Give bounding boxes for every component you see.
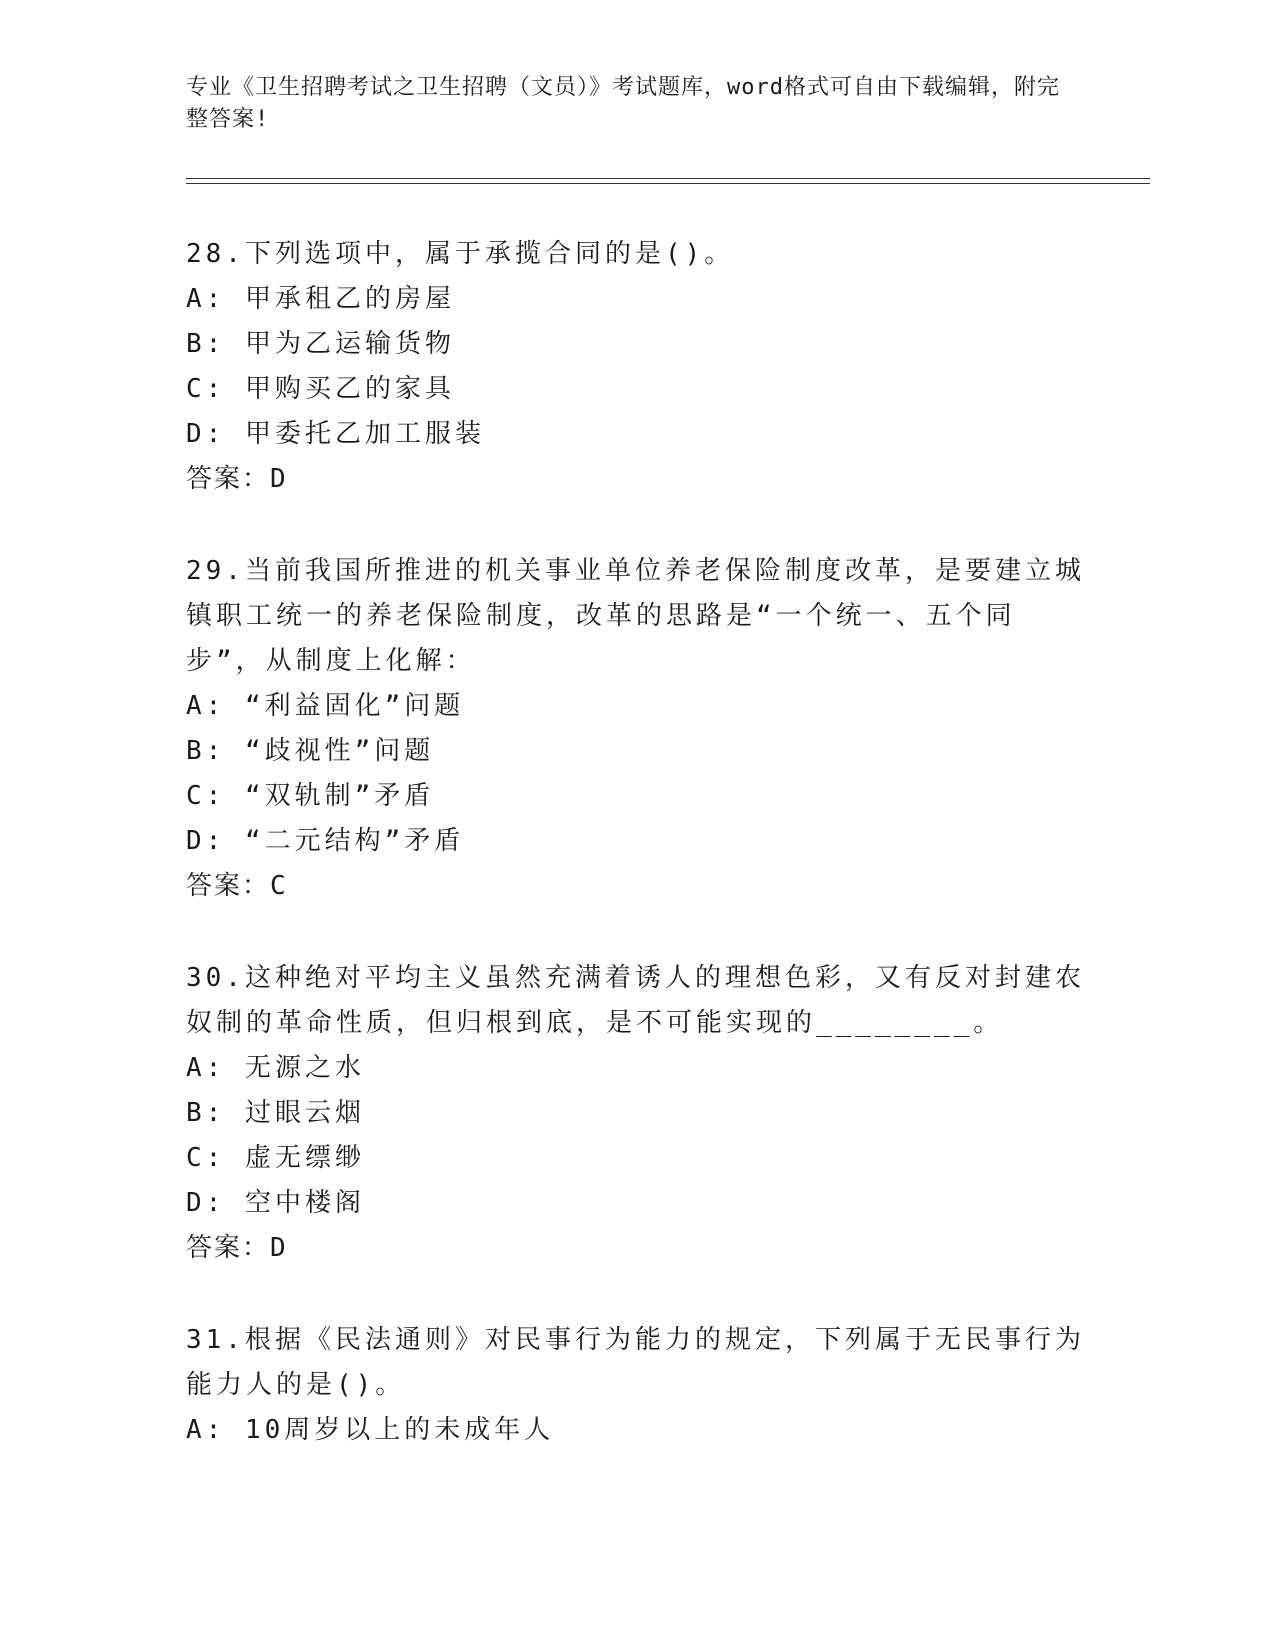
- answer-value: C: [270, 871, 288, 901]
- option-a: A: “利益固化”问题: [186, 691, 465, 721]
- question-31: [186, 1318, 1086, 1453]
- answer-value: D: [270, 1233, 288, 1263]
- question-stem: 31.根据《民法通则》对民事行为能力的规定，下列属于无民事行为能力人的是()。: [186, 1325, 1085, 1400]
- header-text: 专业《卫生招聘考试之卫生招聘（文员）》考试题库，word格式可自由下载编辑，附完整答案!: [186, 75, 1060, 132]
- option-b: B: “歧视性”问题: [186, 736, 435, 766]
- option-d: D: “二元结构”矛盾: [186, 826, 465, 856]
- answer-label: 答案：: [186, 1233, 271, 1263]
- answer-label: 答案：: [186, 464, 271, 494]
- option-d: D: 空中楼阁: [186, 1188, 365, 1218]
- document-header: [186, 72, 1066, 136]
- answer-line: [186, 457, 1086, 502]
- option-c: C: “双轨制”矛盾: [186, 781, 435, 811]
- question-30: [186, 956, 1086, 1271]
- option-a: A: 10周岁以上的未成年人: [186, 1415, 555, 1445]
- question-stem: 29.当前我国所推进的机关事业单位养老保险制度改革，是要建立城镇职工统一的养老保险制度，改革的思路是“一个统一、五个同步”，从制度上化解：: [186, 556, 1085, 676]
- option-a: A: 甲承租乙的房屋: [186, 284, 455, 314]
- option-b: B: 甲为乙运输货物: [186, 329, 455, 359]
- question-28: [186, 232, 1086, 502]
- option-d: D: 甲委托乙加工服装: [186, 419, 485, 449]
- option-b: B: 过眼云烟: [186, 1098, 365, 1128]
- option-c: C: 虚无缥缈: [186, 1143, 365, 1173]
- question-stem: 28.下列选项中，属于承揽合同的是()。: [186, 239, 735, 269]
- header-divider: [186, 178, 1150, 184]
- question-list: [186, 232, 1086, 1500]
- question-stem: 30.这种绝对平均主义虽然充满着诱人的理想色彩，又有反对封建农奴制的革命性质，但归根到底，是不可能实现的________。: [186, 963, 1085, 1038]
- answer-line: [186, 864, 1086, 909]
- question-29: [186, 549, 1086, 909]
- answer-label: 答案：: [186, 871, 271, 901]
- option-a: A: 无源之水: [186, 1053, 365, 1083]
- option-c: C: 甲购买乙的家具: [186, 374, 455, 404]
- answer-value: D: [270, 464, 288, 494]
- answer-line: [186, 1226, 1086, 1271]
